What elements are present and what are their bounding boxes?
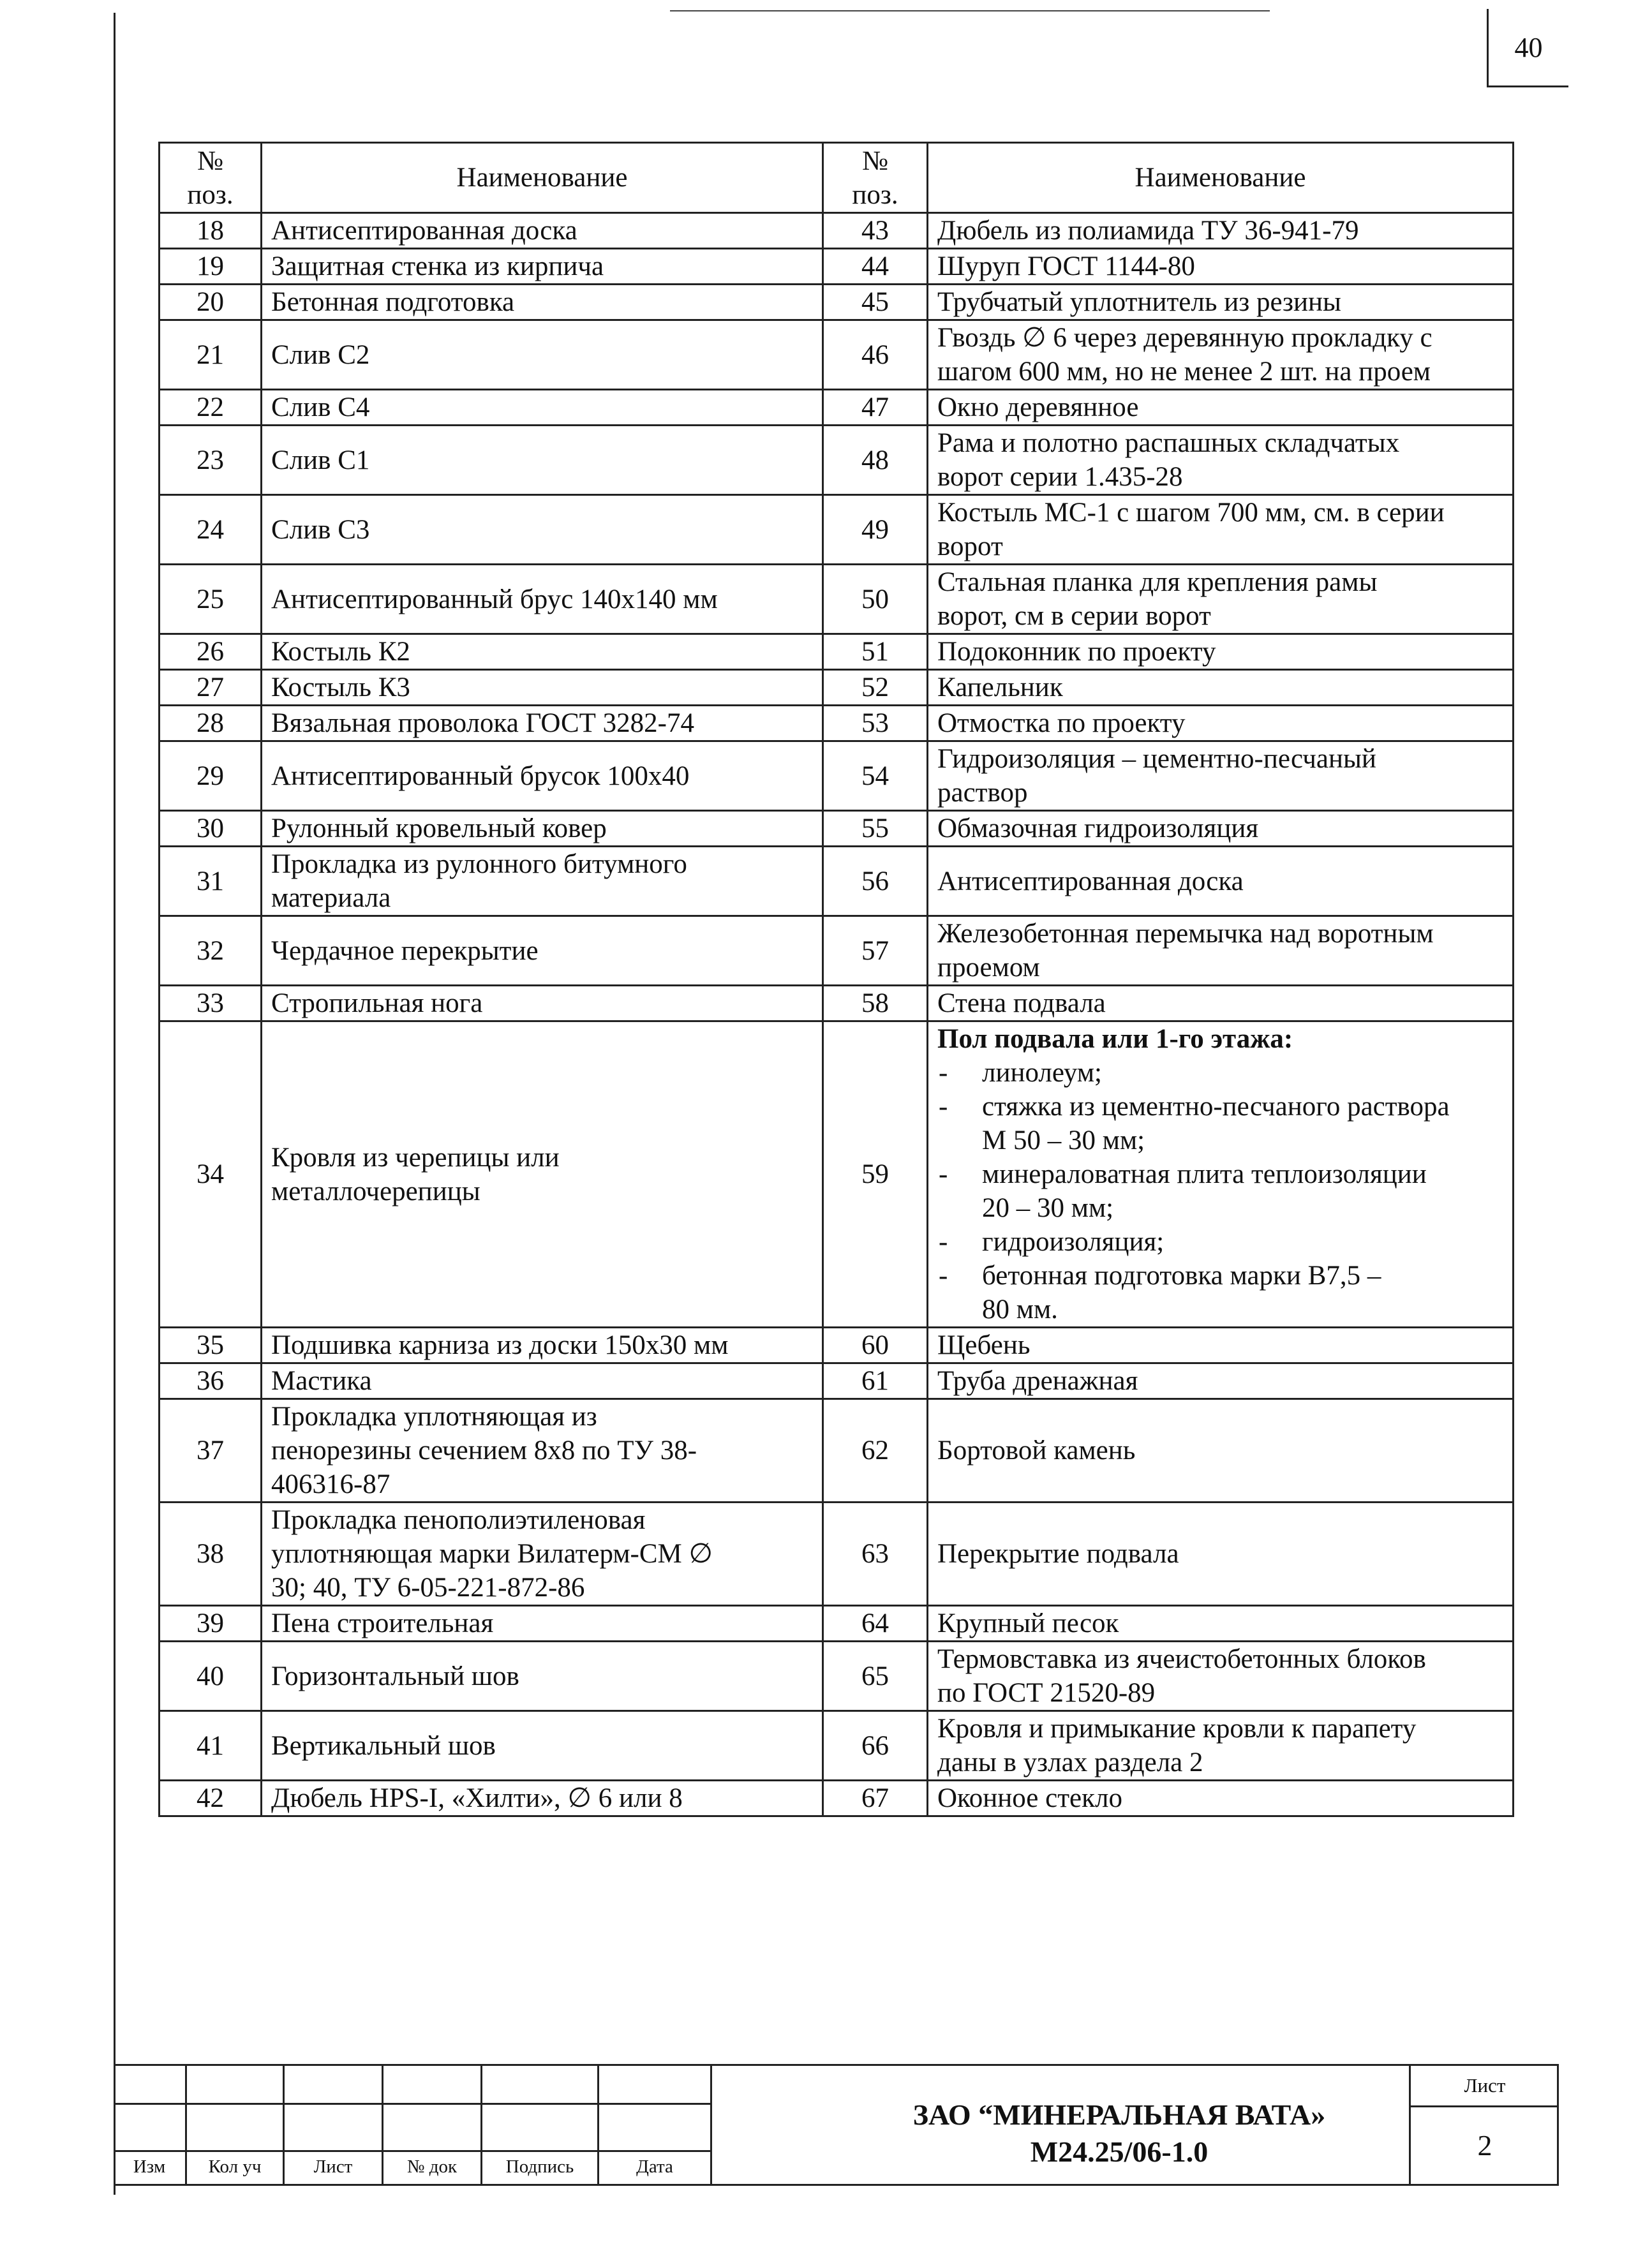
- pos-cell: 67: [823, 1781, 928, 1816]
- name-cell: Антисептированный брусок 100х40: [262, 741, 823, 811]
- pos-cell: 25: [160, 565, 262, 634]
- pos-cell: 18: [160, 213, 262, 249]
- grid-line: [710, 2066, 712, 2184]
- pos-cell: 47: [823, 390, 928, 426]
- pos-cell: 60: [823, 1328, 928, 1363]
- name-cell: Слив С2: [262, 320, 823, 390]
- header-name-right: Наименование: [928, 143, 1514, 213]
- pos-cell: 36: [160, 1363, 262, 1399]
- pos-cell: 61: [823, 1363, 928, 1399]
- pos-cell: 24: [160, 495, 262, 565]
- sheet-number: 2: [1477, 2129, 1492, 2162]
- name-cell: Гидроизоляция – цементно-песчаный раствор: [928, 741, 1514, 811]
- pos-cell: 42: [160, 1781, 262, 1816]
- list-item-continuation: 20 – 30 мм;: [982, 1193, 1114, 1223]
- page-number: 40: [1514, 31, 1543, 63]
- table-row: [160, 706, 1514, 741]
- name-cell: Железобетонная перемычка над воротным проемом: [928, 916, 1514, 986]
- grid-line: [114, 2103, 712, 2105]
- name-cell: Костыль МС-1 с шагом 700 мм, см. в серии ворот: [928, 495, 1514, 565]
- name-cell: Слив С3: [262, 495, 823, 565]
- floor-composition-list: [937, 1056, 1503, 1326]
- table-row: [160, 213, 1514, 249]
- table-row: [160, 1503, 1514, 1606]
- table-header-row: [160, 143, 1514, 213]
- list-item-text: стяжка из цементно-песчаного раствора: [982, 1092, 1450, 1122]
- table-row: [160, 1711, 1514, 1781]
- name-cell: Труба дренажная: [928, 1363, 1514, 1399]
- table-row: [160, 426, 1514, 495]
- name-cell: Дюбель HPS-I, «Хилти», ∅ 6 или 8: [262, 1781, 823, 1816]
- pos-cell: 66: [823, 1711, 928, 1781]
- pos-cell: 26: [160, 634, 262, 670]
- table-row: [160, 285, 1514, 320]
- list-item-continuation: 80 мм.: [982, 1295, 1058, 1325]
- name-cell: Крупный песок: [928, 1606, 1514, 1642]
- col-label-signature: Подпись: [505, 2156, 574, 2177]
- organization-name: ЗАО “МИНЕРАЛЬНАЯ ВАТА»: [912, 2098, 1326, 2131]
- table-body-a: [160, 213, 1514, 1021]
- list-item-text: бетонная подготовка марки В7,5 –: [982, 1261, 1381, 1291]
- table-row: [160, 390, 1514, 426]
- dash-bullet: -: [939, 1261, 948, 1291]
- pos-cell: 64: [823, 1606, 928, 1642]
- pos-cell: 43: [823, 213, 928, 249]
- name-cell: Кровля и примыкание кровли к парапету даны в узлах раздела 2: [928, 1711, 1514, 1781]
- frame-left-border: [114, 13, 115, 2195]
- name-cell: Чердачное перекрытие: [262, 916, 823, 986]
- name-cell: Шуруп ГОСТ 1144-80: [928, 249, 1514, 285]
- dash-bullet: -: [939, 1227, 948, 1257]
- name-cell: Окно деревянное: [928, 390, 1514, 426]
- pos-cell: 22: [160, 390, 262, 426]
- name-cell: Трубчатый уплотнитель из резины: [928, 285, 1514, 320]
- table-row: [160, 565, 1514, 634]
- list-item-continuation: М 50 – 30 мм;: [982, 1125, 1145, 1155]
- pos-cell: 28: [160, 706, 262, 741]
- table-row: [160, 847, 1514, 916]
- pos-cell: 34: [160, 1021, 262, 1328]
- list-item-text: линолеум;: [982, 1058, 1102, 1088]
- pos-cell: 19: [160, 249, 262, 285]
- pos-cell: 52: [823, 670, 928, 706]
- pos-cell: 37: [160, 1399, 262, 1503]
- name-cell: Мастика: [262, 1363, 823, 1399]
- name-cell: Стальная планка для крепления рамы ворот, см в серии ворот: [928, 565, 1514, 634]
- name-cell: Костыль К3: [262, 670, 823, 706]
- name-cell: Прокладка из рулонного битумного материала: [262, 847, 823, 916]
- pos-cell: 50: [823, 565, 928, 634]
- list-item: [937, 1090, 1503, 1124]
- pos-cell: 48: [823, 426, 928, 495]
- name-cell: Вертикальный шов: [262, 1711, 823, 1781]
- table-body-b: [160, 1328, 1514, 1816]
- table-row: [160, 1021, 1514, 1328]
- table-row: [160, 1781, 1514, 1816]
- pos-cell: 56: [823, 847, 928, 916]
- name-cell: Подоконник по проекту: [928, 634, 1514, 670]
- table-row: [160, 1399, 1514, 1503]
- title-block-sheet: [1409, 2066, 1559, 2184]
- pos-cell: 31: [160, 847, 262, 916]
- name-cell: Термовставка из ячеистобетонных блоков по ГОСТ 21520-89: [928, 1642, 1514, 1711]
- name-cell: Прокладка пенополиэтиленовая уплотняющая марки Вилатерм-СМ ∅ 30; 40, ТУ 6-05-221-872-86: [262, 1503, 823, 1606]
- header-name-left: Наименование: [262, 143, 823, 213]
- name-cell: Подшивка карниза из доски 150х30 мм: [262, 1328, 823, 1363]
- pos-cell: 51: [823, 634, 928, 670]
- name-cell: Оконное стекло: [928, 1781, 1514, 1816]
- pos-cell: 39: [160, 1606, 262, 1642]
- table-row: [160, 670, 1514, 706]
- table-row: [160, 986, 1514, 1021]
- header-pos-right: № поз.: [823, 143, 928, 213]
- floor-composition-cell: [928, 1021, 1514, 1328]
- col-label-sheet: Лист: [313, 2156, 353, 2177]
- name-cell: Слив С4: [262, 390, 823, 426]
- table-row: [160, 741, 1514, 811]
- pos-cell: 55: [823, 811, 928, 847]
- table-row: [160, 249, 1514, 285]
- name-cell: Рама и полотно распашных складчатых ворот серии 1.435-28: [928, 426, 1514, 495]
- name-cell: Вязальная проволока ГОСТ 3282-74: [262, 706, 823, 741]
- dash-bullet: -: [939, 1058, 948, 1088]
- pos-cell: 33: [160, 986, 262, 1021]
- table-row: [160, 1642, 1514, 1711]
- name-cell: Горизонтальный шов: [262, 1642, 823, 1711]
- name-cell: Дюбель из полиамида ТУ 36-941-79: [928, 213, 1514, 249]
- col-label-doc-number: № док: [406, 2156, 458, 2177]
- table-row: [160, 1328, 1514, 1363]
- sheet-label: Лист: [1411, 2066, 1559, 2107]
- pos-cell: 35: [160, 1328, 262, 1363]
- name-cell: Антисептированная доска: [928, 847, 1514, 916]
- pos-cell: 30: [160, 811, 262, 847]
- col-label-date: Дата: [636, 2156, 673, 2177]
- pos-cell: 41: [160, 1711, 262, 1781]
- name-cell: Щебень: [928, 1328, 1514, 1363]
- top-rule: [670, 10, 1270, 11]
- table-row: [160, 1606, 1514, 1642]
- col-label-count: Кол уч: [208, 2156, 262, 2177]
- list-item-text: минераловатная плита теплоизоляции: [982, 1159, 1427, 1189]
- title-block-organization: [714, 2066, 1524, 2184]
- pos-cell: 46: [823, 320, 928, 390]
- name-cell: Кровля из черепицы или металлочерепицы: [262, 1021, 823, 1328]
- table-row: [160, 811, 1514, 847]
- table-row: [160, 495, 1514, 565]
- list-item: [937, 1056, 1503, 1090]
- name-cell: Пена строительная: [262, 1606, 823, 1642]
- dash-bullet: -: [939, 1092, 948, 1122]
- pos-cell: 54: [823, 741, 928, 811]
- name-cell: Капельник: [928, 670, 1514, 706]
- pos-cell: 62: [823, 1399, 928, 1503]
- name-cell: Рулонный кровельный ковер: [262, 811, 823, 847]
- pos-cell: 57: [823, 916, 928, 986]
- pos-cell: 29: [160, 741, 262, 811]
- title-block-grid: [114, 2066, 712, 2184]
- document-code: М24.25/06-1.0: [1030, 2135, 1209, 2168]
- pos-cell: 53: [823, 706, 928, 741]
- pos-cell: 49: [823, 495, 928, 565]
- name-cell: Бетонная подготовка: [262, 285, 823, 320]
- name-cell: Стропильная нога: [262, 986, 823, 1021]
- pos-cell: 40: [160, 1642, 262, 1711]
- pos-cell: 20: [160, 285, 262, 320]
- name-cell: Перекрытие подвала: [928, 1503, 1514, 1606]
- name-cell: Обмазочная гидроизоляция: [928, 811, 1514, 847]
- name-cell: Костыль К2: [262, 634, 823, 670]
- table-row: [160, 634, 1514, 670]
- list-item-text: гидроизоляция;: [982, 1227, 1165, 1257]
- name-cell: Защитная стенка из кирпича: [262, 249, 823, 285]
- name-cell: Стена подвала: [928, 986, 1514, 1021]
- pos-cell: 63: [823, 1503, 928, 1606]
- table-row: [160, 916, 1514, 986]
- pos-cell: 59: [823, 1021, 928, 1328]
- name-cell: Антисептированная доска: [262, 213, 823, 249]
- specification-table: [158, 142, 1514, 1817]
- list-item: [937, 1157, 1503, 1191]
- name-cell: Прокладка уплотняющая из пенорезины сечением 8х8 по ТУ 38- 406316-87: [262, 1399, 823, 1503]
- header-pos-left: № поз.: [160, 143, 262, 213]
- dash-bullet: -: [939, 1159, 948, 1189]
- pos-cell: 23: [160, 426, 262, 495]
- pos-cell: 65: [823, 1642, 928, 1711]
- table-body-row34: [160, 1021, 1514, 1328]
- list-item: [937, 1225, 1503, 1259]
- name-cell: Антисептированный брус 140х140 мм: [262, 565, 823, 634]
- pos-cell: 45: [823, 285, 928, 320]
- title-block: [114, 2064, 1559, 2186]
- pos-cell: 38: [160, 1503, 262, 1606]
- pos-cell: 21: [160, 320, 262, 390]
- name-cell: Гвоздь ∅ 6 через деревянную прокладку с шагом 600 мм, но не менее 2 шт. на проем: [928, 320, 1514, 390]
- table-row: [160, 320, 1514, 390]
- name-cell: Бортовой камень: [928, 1399, 1514, 1503]
- col-label-change: Изм: [133, 2156, 166, 2177]
- list-item: [937, 1259, 1503, 1293]
- pos-cell: 27: [160, 670, 262, 706]
- name-cell: Отмостка по проекту: [928, 706, 1514, 741]
- pos-cell: 32: [160, 916, 262, 986]
- table-row: [160, 1363, 1514, 1399]
- pos-cell: 58: [823, 986, 928, 1021]
- floor-composition-title: Пол подвала или 1-го этажа:: [937, 1024, 1293, 1054]
- pos-cell: 44: [823, 249, 928, 285]
- grid-line: [114, 2150, 712, 2152]
- name-cell: Слив С1: [262, 426, 823, 495]
- page-number-box: [1487, 9, 1568, 87]
